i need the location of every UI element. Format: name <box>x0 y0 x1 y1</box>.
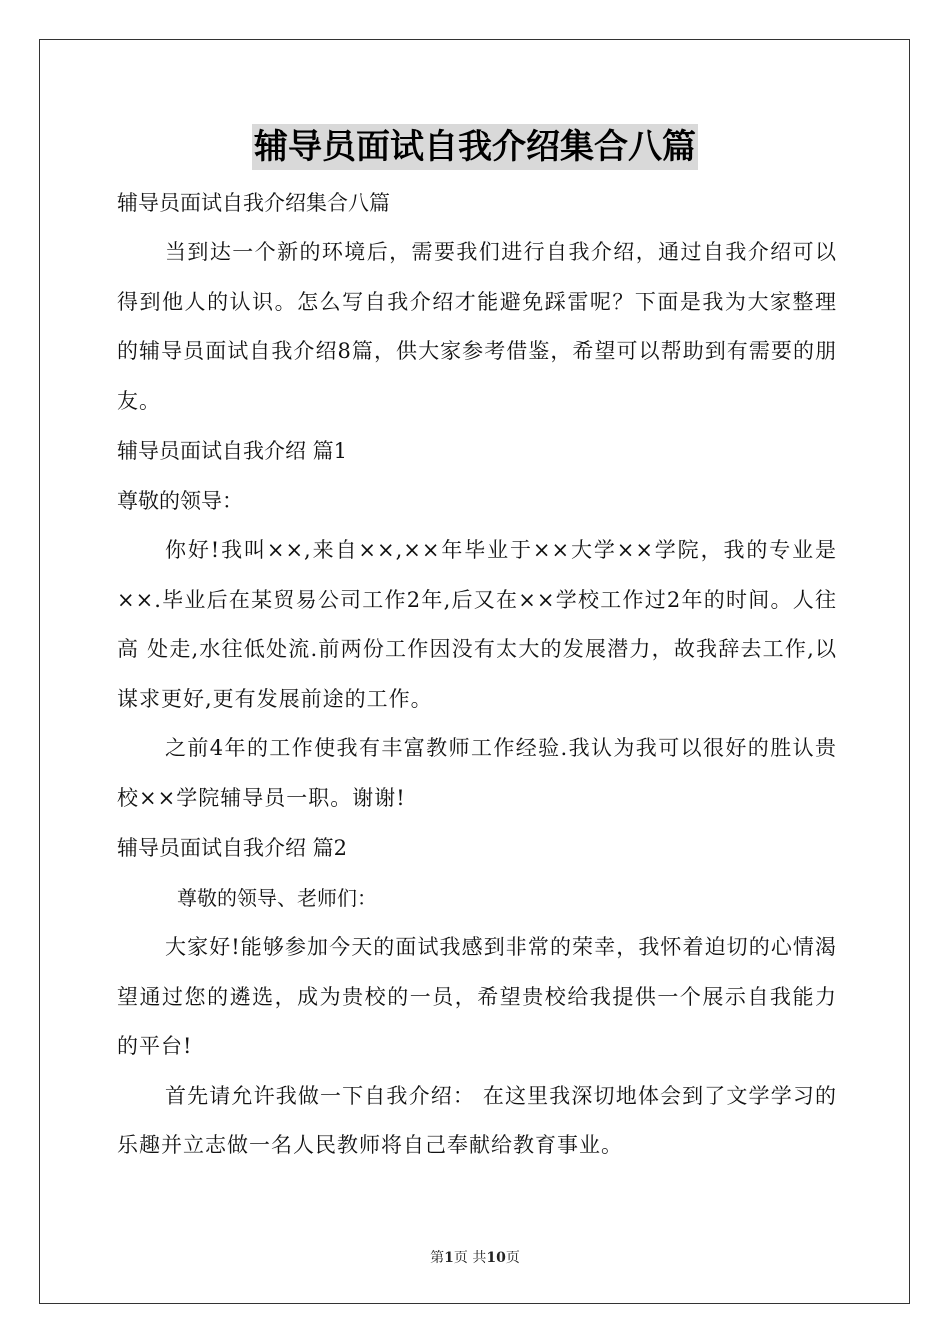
document-body <box>117 178 837 1171</box>
salutation: 尊敬的领导： <box>117 489 243 513</box>
page-suffix: 页 <box>505 1250 520 1266</box>
current-page-number: 1 <box>444 1250 454 1266</box>
body-paragraph: 首先请允许我做一下自我介绍： 在这里我深切地体会到了文学学习的乐趣并立志做一名人民教师将自己奉献给教育事业。 <box>117 1083 837 1157</box>
body-paragraph: 之前4年的工作使我有丰富教师工作经验.我认为我可以很好的胜认贵校××学院辅导员一职。谢谢! <box>117 736 837 810</box>
section-heading: 辅导员面试自我介绍 篇2 <box>117 836 348 860</box>
body-paragraph: 你好!我叫××,来自××,××年毕业于××大学××学院，我的专业是××.毕业后在某贸易公司工作2年,后又在××学校工作过2年的时间。人往高 处走,水往低处流.前两份工作因没有太大的发展潜力，故我辞去工作,以谋求更好,更有发展前途的工作。 <box>117 538 837 711</box>
total-page-number: 10 <box>486 1250 506 1266</box>
salutation: 尊敬的领导、老师们： <box>177 886 377 910</box>
intro-paragraph: 当到达一个新的环境后，需要我们进行自我介绍，通过自我介绍可以得到他人的认识。怎么写自我介绍才能避免踩雷呢？下面是我为大家整理的辅导员面试自我介绍8篇，供大家参考借鉴，希望可以帮助到有需要的朋友。 <box>117 240 837 413</box>
body-paragraph: 大家好!能够参加今天的面试我感到非常的荣幸，我怀着迫切的心情渴望通过您的遴选，成为贵校的一员，希望贵校给我提供一个展示自我能力的平台! <box>117 935 837 1058</box>
page-prefix: 第 <box>430 1250 445 1266</box>
page-footer <box>0 1247 950 1267</box>
section-heading: 辅导员面试自我介绍 篇1 <box>117 439 348 463</box>
page-mid: 页 共 <box>453 1250 487 1266</box>
document-title: 辅导员面试自我介绍集合八篇 <box>252 124 698 170</box>
document-subtitle: 辅导员面试自我介绍集合八篇 <box>117 191 390 215</box>
title-container <box>0 124 950 170</box>
